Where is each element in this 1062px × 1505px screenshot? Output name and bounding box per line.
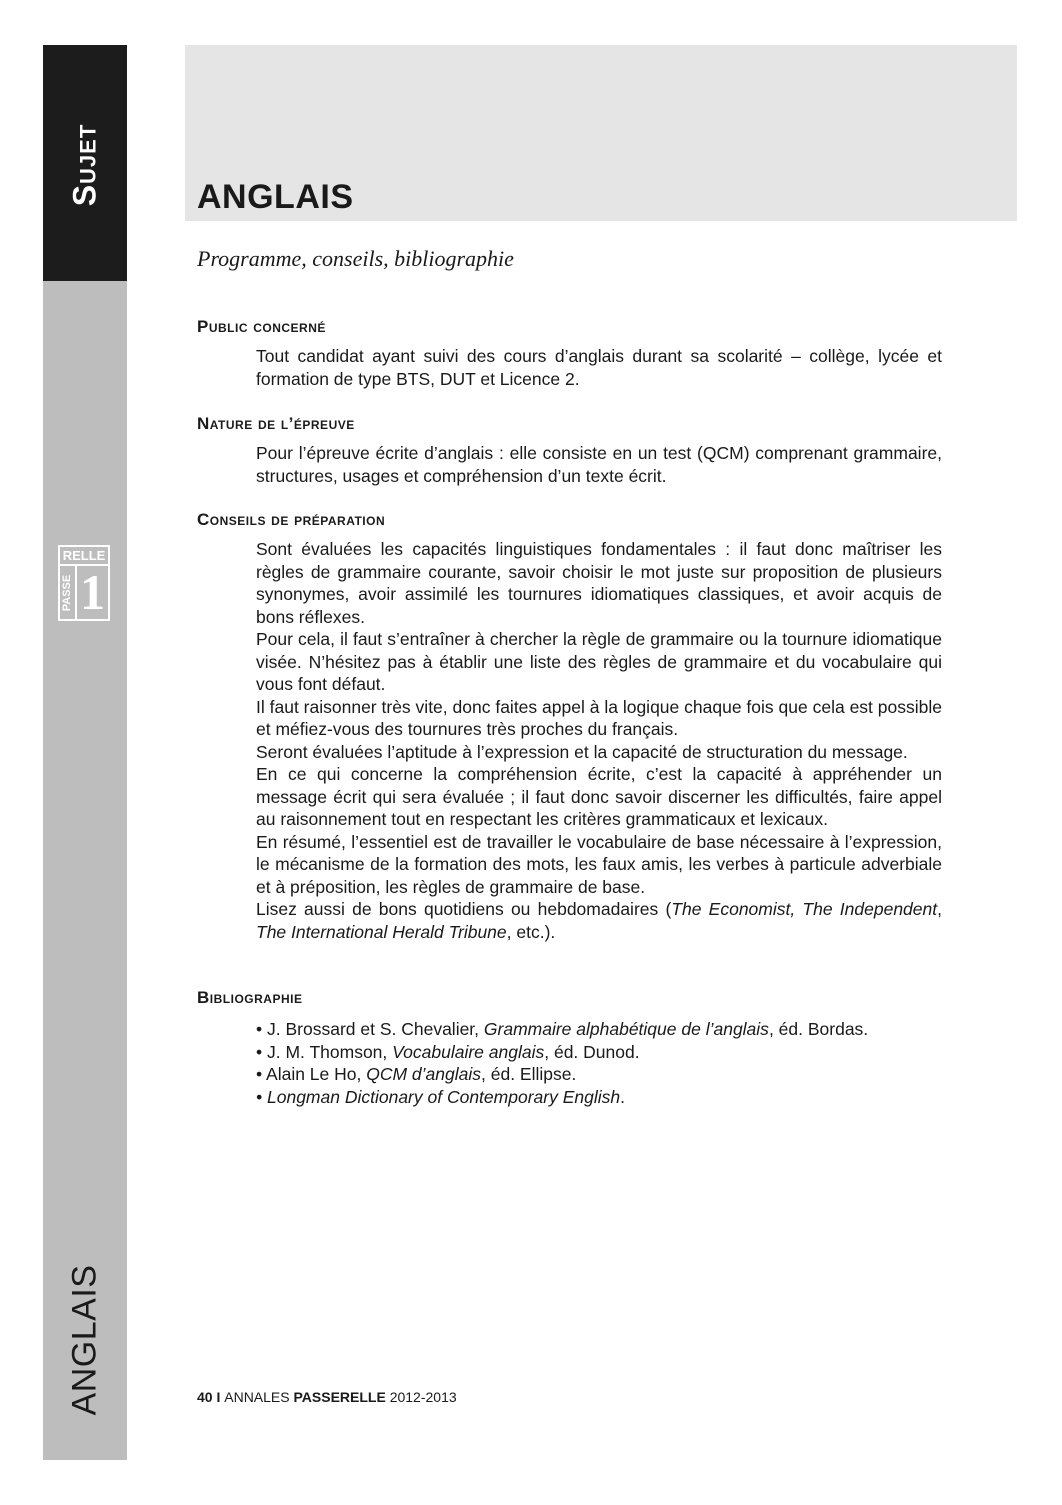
page-footer	[197, 1389, 457, 1405]
logo-side-panel	[60, 566, 77, 619]
section-text-nature	[256, 442, 942, 487]
page-subtitle: Programme, conseils, bibliographie	[197, 246, 514, 271]
book-publisher: , éd. Bordas.	[768, 1019, 869, 1039]
footer-annales: ANNALES	[224, 1389, 294, 1405]
list-item	[256, 1041, 868, 1064]
conseils-paragraph-2: Pour cela, il faut s’entraîner à chercher la règle de grammaire ou la tournure idiomatique visée. N’hésitez pas à établir une liste des règles de grammaire et du vocabulaire qui vous font défaut.	[256, 629, 942, 694]
footer-separator: I	[212, 1389, 225, 1405]
book-publisher: , éd. Ellipse.	[481, 1064, 577, 1084]
conseils-paragraph-7	[256, 898, 942, 943]
list-item	[256, 1063, 868, 1086]
book-publisher: .	[620, 1086, 625, 1107]
section-heading-conseils: Conseils de préparation	[197, 510, 386, 529]
book-title: QCM d’anglais	[366, 1064, 482, 1084]
footer-brand: PASSERELLE	[293, 1389, 386, 1405]
section-heading-nature: Nature de l’épreuve	[197, 414, 355, 433]
p7-before: Lisez aussi de bons quotidiens ou hebdomadaires (	[256, 899, 672, 919]
book-title: Vocabulaire anglais	[392, 1041, 545, 1062]
book-author: Alain Le Ho,	[266, 1064, 367, 1084]
bullet: •	[256, 1064, 267, 1084]
book-author: J. Brossard et S. Chevalier,	[267, 1019, 484, 1039]
conseils-paragraph-1: Sont évaluées les capacités linguistiques fondamentales : il faut donc maîtriser les règles de grammaire courante, savoir choisir le mot juste sur proposition de plusieurs synonymes, avoir assimilé les tournures idiomatiques classiques, et avoir acquis de bons réflexes.	[256, 539, 942, 627]
logo-top-text: RELLE	[60, 547, 108, 566]
p7-sep: ,	[937, 899, 942, 919]
section-text-conseils	[256, 538, 942, 943]
bullet: •	[256, 1041, 267, 1062]
section-heading-bibliographie: Bibliographie	[197, 988, 303, 1007]
footer-years: 2012-2013	[385, 1389, 457, 1405]
book-publisher: , éd. Dunod.	[544, 1041, 640, 1062]
sidebar-tab-label: Sujet	[66, 123, 103, 207]
section-text-public	[256, 345, 942, 390]
book-title: Longman Dictionary of Contemporary English	[267, 1086, 621, 1107]
passerelle-logo	[58, 545, 110, 621]
p7-italic-1: The Economist, The Independent	[671, 899, 938, 919]
conseils-paragraph-6: En résumé, l’essentiel est de travailler le vocabulaire de base nécessaire à l’expression, le mécanisme de la formation des mots, les faux amis, les verbes à particule adverbiale et à préposition, les règles de grammaire de base.	[256, 831, 942, 897]
page-number: 40	[197, 1389, 213, 1405]
section-heading-public: Public concerné	[197, 317, 326, 336]
p7-after: , etc.).	[506, 921, 556, 942]
sidebar-subject-label: ANGLAIS	[65, 1264, 104, 1416]
conseils-paragraph-4: Seront évaluées l’aptitude à l’expression et la capacité de structuration du message.	[256, 741, 908, 762]
list-item	[256, 1086, 868, 1109]
bullet: •	[256, 1019, 267, 1039]
logo-side-text: PASSE	[61, 574, 73, 612]
conseils-paragraph-5: En ce qui concerne la compréhension écrite, c’est la capacité à appréhender un message écrit qui sera évaluée ; il faut donc savoir discerner les difficultés, faire appel au raisonnement tout en respectant les critères grammaticaux et lexicaux.	[256, 764, 942, 829]
list-item	[256, 1018, 868, 1041]
book-author: J. M. Thomson,	[267, 1041, 393, 1062]
nature-paragraph: Pour l’épreuve écrite d’anglais : elle consiste en un test (QCM) comprenant grammaire, structures, usages et compréhension d’un texte écrit.	[256, 443, 942, 486]
bullet: •	[256, 1086, 267, 1107]
page-title: ANGLAIS	[197, 178, 354, 216]
bibliography-list	[256, 1018, 868, 1108]
conseils-paragraph-3: Il faut raisonner très vite, donc faites appel à la logique chaque fois que cela est possible et méfiez-vous des tournures très proches du français.	[256, 696, 942, 739]
public-paragraph: Tout candidat ayant suivi des cours d’anglais durant sa scolarité – collège, lycée et formation de type BTS, DUT et Licence 2.	[256, 346, 942, 389]
p7-italic-2: The International Herald Tribune	[256, 921, 507, 942]
book-title: Grammaire alphabétique de l’anglais	[483, 1019, 769, 1039]
logo-number: 1	[80, 564, 105, 620]
